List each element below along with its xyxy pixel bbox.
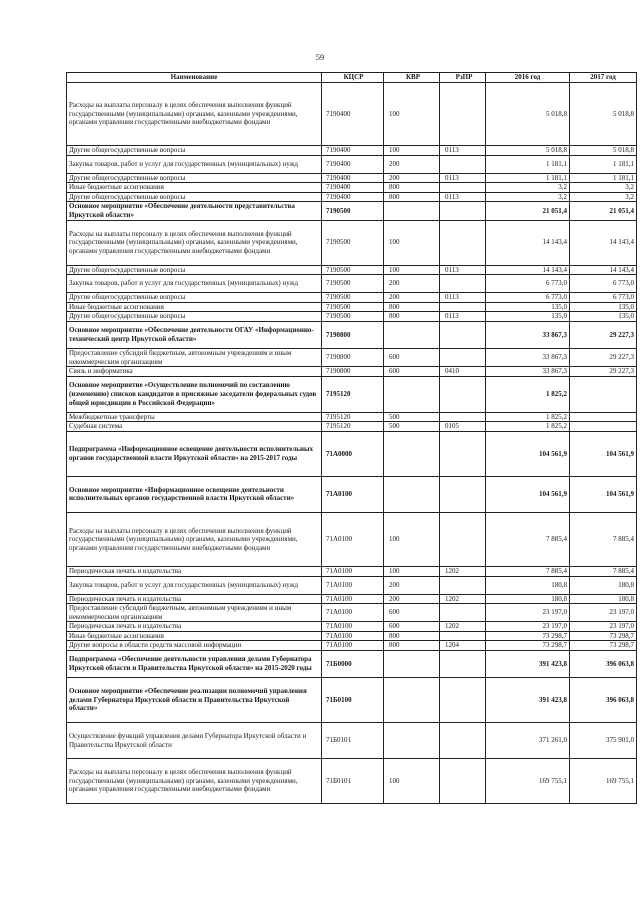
cell-name: Предоставление субсидий бюджетным, автономным учреждениям и иным некоммерческим организациям [67,348,322,366]
cell-y2016: 5 018,8 [486,146,570,156]
cell-kvr [384,321,440,348]
cell-rzpr [440,431,486,476]
cell-y2016: 1 825,2 [486,422,570,432]
table-row [67,723,637,759]
cell-rzpr: 1204 [440,641,486,651]
cell-name: Расходы на выплаты персоналу в целях обеспечения выполнения функций государственными (муниципальными) органами, казенными учреждениями, органами управления государственными внебюджетными фондами [67,83,322,146]
cell-name: Предоставление субсидий бюджетным, автономным учреждениям и иным некоммерческим организациям [67,604,322,622]
cell-kcsr: 7190500 [322,293,384,303]
cell-kcsr: 71А0000 [322,431,384,476]
cell-name: Другие общегосударственные вопросы [67,312,322,322]
cell-kvr: 200 [384,576,440,594]
cell-name: Судебная система [67,422,322,432]
cell-kcsr: 7190500 [322,202,384,220]
table-row [67,512,637,566]
cell-y2016: 135,0 [486,312,570,322]
cell-kcsr: 7195120 [322,422,384,432]
cell-rzpr [440,604,486,622]
cell-kcsr: 7195120 [322,376,384,412]
cell-kvr: 600 [384,622,440,632]
cell-rzpr [440,321,486,348]
cell-kcsr: 7190400 [322,183,384,193]
table-row [67,183,637,193]
cell-rzpr: 1202 [440,566,486,576]
header-kcsr: КЦСР [322,73,384,83]
table-row [67,576,637,594]
cell-y2016: 391 423,8 [486,651,570,678]
cell-y2017: 6 773,0 [570,293,637,303]
cell-name: Основное мероприятие «Обеспечение реализации полномочий управления делами Губернатора Иркутской области и Правительства Иркутской области» [67,678,322,723]
cell-rzpr [440,155,486,173]
cell-y2016: 73 298,7 [486,631,570,641]
cell-kcsr: 7190400 [322,192,384,202]
cell-rzpr [440,412,486,422]
cell-rzpr [440,651,486,678]
cell-y2017 [570,376,637,412]
cell-y2017: 180,8 [570,576,637,594]
cell-kcsr: 7190800 [322,367,384,377]
table-row [67,220,637,265]
cell-name: Основное мероприятие «Обеспечение деятельности представительства Иркутской области» [67,202,322,220]
cell-y2016: 5 018,8 [486,83,570,146]
budget-table [66,72,637,804]
cell-y2017: 6 773,0 [570,275,637,293]
cell-rzpr [440,631,486,641]
cell-rzpr [440,302,486,312]
cell-kcsr: 71А0100 [322,512,384,566]
cell-kvr: 800 [384,192,440,202]
cell-y2016: 1 181,1 [486,173,570,183]
table-row [67,321,637,348]
cell-kvr [384,723,440,759]
cell-kvr: 600 [384,367,440,377]
cell-y2017: 135,0 [570,302,637,312]
cell-rzpr [440,678,486,723]
cell-rzpr: 0113 [440,293,486,303]
cell-y2016: 180,8 [486,576,570,594]
cell-rzpr [440,275,486,293]
cell-kvr: 200 [384,155,440,173]
table-row [67,376,637,412]
table-row [67,422,637,432]
header-2016: 2016 год [486,73,570,83]
cell-kcsr: 7190500 [322,302,384,312]
cell-kvr: 100 [384,512,440,566]
header-rzpr: РзПР [440,73,486,83]
cell-name: Периодическая печать и издательства [67,566,322,576]
cell-y2017: 29 227,3 [570,321,637,348]
cell-kcsr: 71Б0100 [322,678,384,723]
cell-y2017 [570,422,637,432]
cell-kvr: 800 [384,631,440,641]
cell-y2016: 14 143,4 [486,220,570,265]
cell-kvr [384,202,440,220]
cell-kvr: 800 [384,183,440,193]
table-row [67,312,637,322]
cell-y2017: 1 181,1 [570,155,637,173]
cell-rzpr: 0113 [440,192,486,202]
cell-kvr: 500 [384,412,440,422]
cell-y2017: 5 018,8 [570,146,637,156]
cell-kvr [384,376,440,412]
cell-y2016: 33 867,3 [486,321,570,348]
cell-y2017: 169 755,1 [570,759,637,804]
cell-kvr: 100 [384,146,440,156]
cell-y2017: 104 561,9 [570,431,637,476]
cell-kvr: 600 [384,604,440,622]
cell-rzpr [440,183,486,193]
cell-name: Основное мероприятие «Осуществление полномочий по составлению (изменению) списков кандидатов в присяжные заседатели федеральных судов общей юрисдикции в Российской Федерации» [67,376,322,412]
cell-y2016: 6 773,0 [486,293,570,303]
table-row [67,293,637,303]
header-2017: 2017 год [570,73,637,83]
cell-kcsr: 7190800 [322,348,384,366]
cell-y2016: 3,2 [486,183,570,193]
cell-name: Подпрограмма «Информационное освещение деятельности исполнительных органов государственной власти Иркутской области» на 2015-2017 годы [67,431,322,476]
cell-kcsr: 7190800 [322,321,384,348]
cell-rzpr [440,576,486,594]
cell-y2016: 135,0 [486,302,570,312]
cell-kcsr: 71А0100 [322,576,384,594]
cell-rzpr [440,376,486,412]
cell-name: Закупка товаров, работ и услуг для государственных (муниципальных) нужд [67,155,322,173]
cell-kcsr: 71Б0101 [322,759,384,804]
cell-y2017: 14 143,4 [570,220,637,265]
table-row [67,604,637,622]
cell-kcsr: 7190500 [322,312,384,322]
cell-y2016: 1 825,2 [486,376,570,412]
cell-name: Основное мероприятие «Информационное освещение деятельности исполнительных органов государственной власти Иркутской области» [67,476,322,512]
cell-rzpr [440,476,486,512]
cell-rzpr [440,512,486,566]
cell-y2016: 7 885,4 [486,566,570,576]
cell-rzpr: 1202 [440,594,486,604]
table-row [67,265,637,275]
cell-kcsr: 71А0100 [322,622,384,632]
cell-kcsr: 71А0100 [322,631,384,641]
cell-y2016: 391 423,8 [486,678,570,723]
cell-name: Связь и информатика [67,367,322,377]
cell-y2017 [570,412,637,422]
cell-kcsr: 7195120 [322,412,384,422]
table-row [67,641,637,651]
cell-kvr: 200 [384,293,440,303]
cell-rzpr: 1202 [440,622,486,632]
cell-name: Расходы на выплаты персоналу в целях обеспечения выполнения функций государственными (муниципальными) органами, казенными учреждениями, органами управления государственными внебюджетными фондами [67,220,322,265]
page-number: 59 [315,52,325,62]
cell-y2017: 23 197,0 [570,604,637,622]
cell-name: Другие общегосударственные вопросы [67,265,322,275]
cell-kvr [384,431,440,476]
cell-y2017: 21 051,4 [570,202,637,220]
cell-name: Основное мероприятие «Обеспечение деятельности ОГАУ «Информационно-технический центр Иркутской области» [67,321,322,348]
header-kvr: КВР [384,73,440,83]
cell-y2017: 29 227,3 [570,367,637,377]
cell-name: Другие общегосударственные вопросы [67,293,322,303]
cell-y2016: 73 298,7 [486,641,570,651]
cell-kcsr: 71Б0000 [322,651,384,678]
cell-rzpr: 0113 [440,312,486,322]
cell-kcsr: 7190500 [322,265,384,275]
cell-y2017: 5 018,8 [570,83,637,146]
table-row [67,83,637,146]
cell-rzpr [440,348,486,366]
cell-name: Иные бюджетные ассигнования [67,302,322,312]
cell-name: Закупка товаров, работ и услуг для государственных (муниципальных) нужд [67,275,322,293]
table-row [67,192,637,202]
cell-rzpr [440,202,486,220]
cell-kvr [384,476,440,512]
cell-kvr: 100 [384,566,440,576]
cell-y2017: 3,2 [570,192,637,202]
cell-y2016: 104 561,9 [486,476,570,512]
table-row [67,651,637,678]
cell-kcsr: 7190400 [322,83,384,146]
cell-name: Расходы на выплаты персоналу в целях обеспечения выполнения функций государственными (муниципальными) органами, казенными учреждениями, органами управления государственными внебюджетными фондами [67,759,322,804]
cell-kcsr: 7190500 [322,220,384,265]
table-body [67,83,637,804]
cell-y2017: 104 561,9 [570,476,637,512]
cell-y2016: 23 197,0 [486,604,570,622]
cell-y2016: 1 825,2 [486,412,570,422]
cell-y2017: 7 885,4 [570,512,637,566]
cell-rzpr [440,723,486,759]
cell-y2017: 73 298,7 [570,631,637,641]
cell-y2017: 135,0 [570,312,637,322]
table-row [67,173,637,183]
cell-kcsr: 71А0100 [322,604,384,622]
cell-name: Периодическая печать и издательства [67,622,322,632]
cell-y2017: 73 298,7 [570,641,637,651]
table-row [67,594,637,604]
cell-y2016: 371 261,0 [486,723,570,759]
cell-name: Другие общегосударственные вопросы [67,146,322,156]
cell-kcsr: 7190400 [322,155,384,173]
cell-rzpr: 0113 [440,146,486,156]
table-row [67,622,637,632]
table-row [67,476,637,512]
cell-kvr: 100 [384,265,440,275]
cell-kvr: 800 [384,312,440,322]
cell-kcsr: 71А0100 [322,566,384,576]
cell-kcsr: 7190400 [322,173,384,183]
table-row [67,367,637,377]
cell-rzpr [440,759,486,804]
cell-name: Иные бюджетные ассигнования [67,183,322,193]
cell-y2017: 3,2 [570,183,637,193]
cell-y2016: 180,8 [486,594,570,604]
cell-kvr: 100 [384,220,440,265]
cell-y2016: 14 143,4 [486,265,570,275]
cell-y2016: 104 561,9 [486,431,570,476]
table-row [67,678,637,723]
cell-y2016: 3,2 [486,192,570,202]
table-row [67,202,637,220]
cell-kcsr: 71А0100 [322,641,384,651]
table-row [67,431,637,476]
cell-y2017: 1 181,1 [570,173,637,183]
cell-kvr [384,651,440,678]
cell-y2017: 7 885,4 [570,566,637,576]
cell-rzpr: 0105 [440,422,486,432]
cell-y2016: 33 867,3 [486,367,570,377]
cell-y2017: 375 901,0 [570,723,637,759]
cell-kvr: 200 [384,275,440,293]
cell-name: Расходы на выплаты персоналу в целях обеспечения выполнения функций государственными (муниципальными) органами, казенными учреждениями, органами управления государственными внебюджетными фондами [67,512,322,566]
cell-y2017: 396 063,8 [570,678,637,723]
cell-kvr [384,678,440,723]
cell-rzpr [440,220,486,265]
cell-name: Подпрограмма «Обеспечение деятельности управления делами Губернатора Иркутской области и Правительства Иркутской области» на 2015-2020 годы [67,651,322,678]
cell-rzpr: 0410 [440,367,486,377]
cell-kvr: 600 [384,348,440,366]
cell-kcsr: 7190500 [322,275,384,293]
table-row [67,566,637,576]
cell-kvr: 100 [384,83,440,146]
table-row [67,631,637,641]
cell-rzpr [440,83,486,146]
cell-kcsr: 71Б0101 [322,723,384,759]
cell-y2017: 14 143,4 [570,265,637,275]
table-row [67,412,637,422]
cell-name: Другие общегосударственные вопросы [67,173,322,183]
cell-kvr: 800 [384,302,440,312]
table-row [67,275,637,293]
cell-y2017: 180,8 [570,594,637,604]
cell-name: Периодическая печать и издательства [67,594,322,604]
cell-y2016: 23 197,0 [486,622,570,632]
cell-name: Межбюджетные трансферты [67,412,322,422]
cell-kvr: 200 [384,594,440,604]
table-row [67,155,637,173]
cell-y2016: 169 755,1 [486,759,570,804]
cell-name: Закупка товаров, работ и услуг для государственных (муниципальных) нужд [67,576,322,594]
cell-y2016: 7 885,4 [486,512,570,566]
cell-kvr: 800 [384,641,440,651]
cell-kcsr: 7190400 [322,146,384,156]
cell-y2017: 396 063,8 [570,651,637,678]
cell-kcsr: 71А0100 [322,594,384,604]
cell-rzpr: 0113 [440,173,486,183]
cell-name: Иные бюджетные ассигнования [67,631,322,641]
cell-y2017: 23 197,0 [570,622,637,632]
table-row [67,759,637,804]
cell-rzpr: 0113 [440,265,486,275]
cell-y2017: 29 227,3 [570,348,637,366]
cell-kcsr: 71А0100 [322,476,384,512]
cell-y2016: 6 773,0 [486,275,570,293]
cell-name: Осуществление функций управления делами Губернатора Иркутской области и Правительства Иркутской области [67,723,322,759]
cell-name: Другие общегосударственные вопросы [67,192,322,202]
cell-y2016: 33 867,3 [486,348,570,366]
cell-kvr: 100 [384,759,440,804]
table-row [67,302,637,312]
cell-name: Другие вопросы в области средств массовой информации [67,641,322,651]
cell-kvr: 200 [384,173,440,183]
table-row [67,146,637,156]
cell-y2016: 21 051,4 [486,202,570,220]
table-row [67,348,637,366]
table-header-row [67,73,637,83]
header-name: Наименование [67,73,322,83]
cell-kvr: 500 [384,422,440,432]
cell-y2016: 1 181,1 [486,155,570,173]
